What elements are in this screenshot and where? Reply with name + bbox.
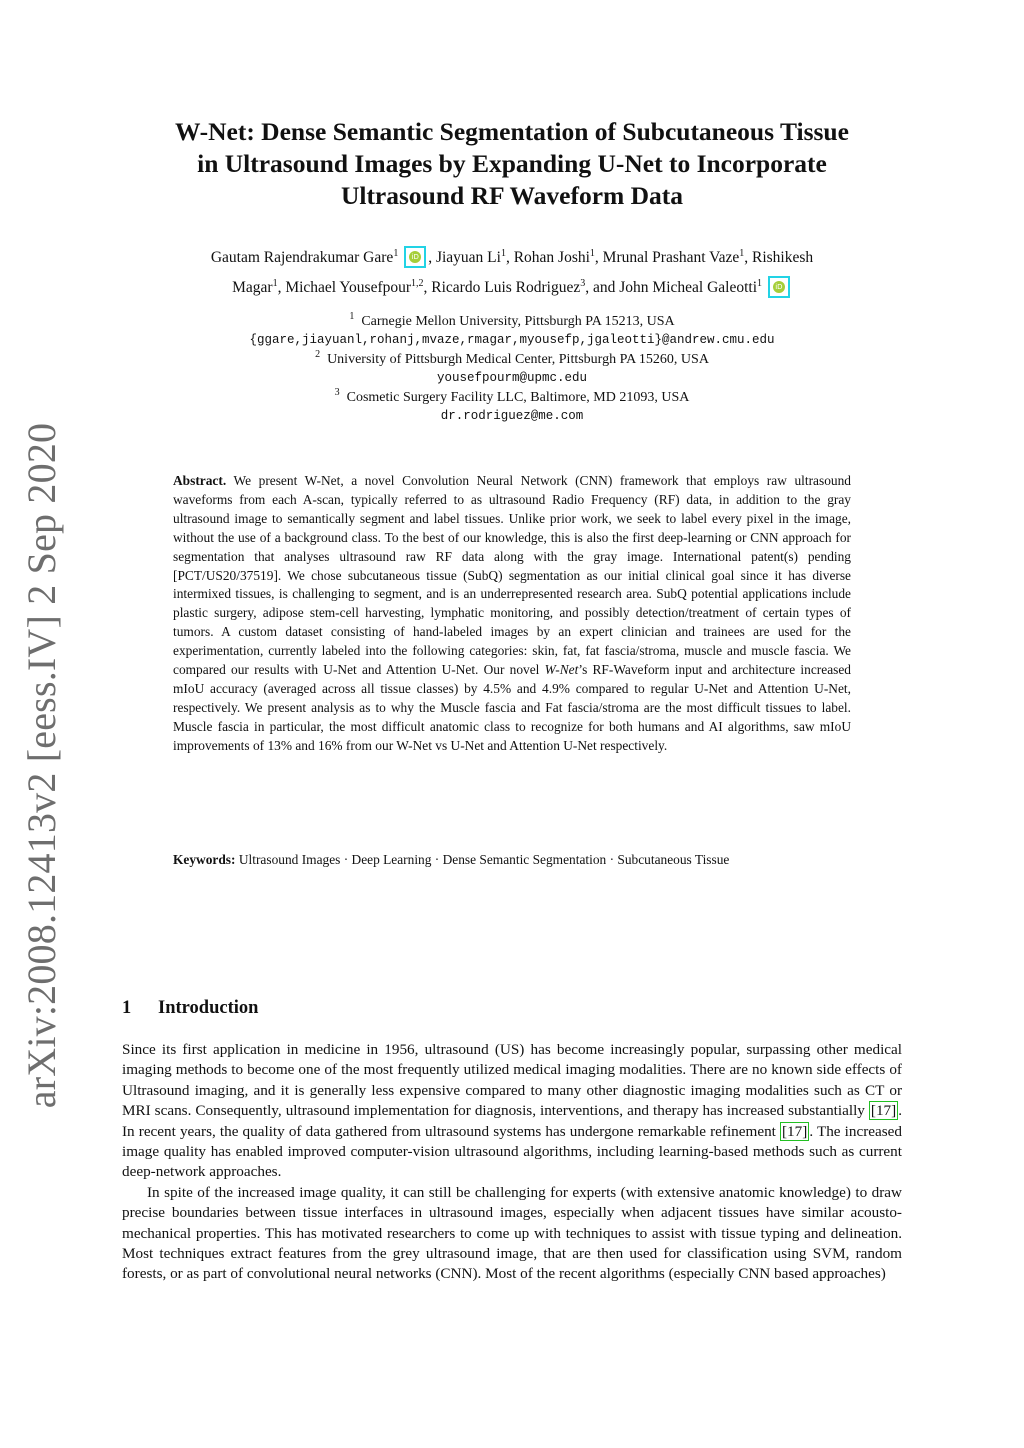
abstract-paragraph xyxy=(173,472,851,756)
section-title: Introduction xyxy=(158,998,259,1018)
author-name: Gautam Rajendrakumar Gare xyxy=(210,249,394,266)
email-3[interactable]: dr.rodriguez@me.com xyxy=(440,409,584,423)
author-name: John Micheal Galeotti xyxy=(619,279,757,296)
abstract-italic-wnet: W-Net xyxy=(544,662,579,678)
email-1[interactable]: {ggare,jiayuanl,rohanj,mvaze,rmagar,myousefp,jgaleotti}@andrew.cmu.edu xyxy=(249,333,775,347)
author-name: Rohan Joshi xyxy=(513,249,590,266)
affiliations xyxy=(120,312,904,426)
title-line-2: in Ultrasound Images by Expanding U-Net to Incorporate xyxy=(197,149,827,178)
author-name: Michael Yousefpour xyxy=(285,279,412,296)
email-2[interactable]: yousefpourm@upmc.edu xyxy=(436,371,588,385)
section-number: 1 xyxy=(122,998,132,1018)
keywords-label: Keywords: xyxy=(173,852,236,867)
keywords-text: Ultrasound Images · Deep Learning · Dense Semantic Segmentation · Subcutaneous Tissue xyxy=(238,852,730,867)
citation-link[interactable]: [17] xyxy=(870,1102,897,1120)
author-name: Mrunal Prashant Vaze xyxy=(602,249,740,266)
orcid-icon[interactable]: iD xyxy=(768,276,790,298)
orcid-icon[interactable]: iD xyxy=(404,246,426,268)
author-name: Ricardo Luis Rodriguez xyxy=(431,279,581,296)
author-list xyxy=(120,243,904,303)
author-line-1: Gautam Rajendrakumar Gare$^1$ iD , Jiayuan Li$^1$, Rohan Joshi$^1$, Mrunal Prashant Vaze$^1$, Rishikesh xyxy=(210,248,814,266)
author-name: Jiayuan Li xyxy=(435,249,501,266)
abstract-text-2: ’s RF-Waveform input and architecture increased mIoU accuracy (averaged across all tissue classes) by 4.5% and 4.9% compared to regular U-Net and Attention U-Net, respectively. We present analysis as to why the Muscle fascia and Fat fascia/stroma are the most difficult tissues to label. Muscle fascia in particular, the most difficult anatomic class to recognize for both humans and AI algorithms, saw mIoU improvements of 13% and 16% from our W-Net vs U-Net and Attention U-Net respectively. xyxy=(173,662,851,753)
author-line-2: Magar$^1$, Michael Yousefpour$^{1,2}$, Ricardo Luis Rodriguez$^3$, and John Micheal Galeotti$^1$ iD xyxy=(120,273,904,303)
citation-link[interactable]: [17] xyxy=(782,1122,808,1140)
affiliation-3: $^3$ Cosmetic Surgery Facility LLC, Baltimore, MD 21093, USA xyxy=(334,387,690,405)
title-line-3: Ultrasound RF Waveform Data xyxy=(340,181,684,210)
body-paragraph-2: In spite of the increased image quality, it can still be challenging for experts (with extensive anatomic knowledge) to draw precise boundaries between tissue interfaces in ultrasound images, especially when adjacent tissues have similar acousto-mechanical properties. This has motivated researchers to come up with techniques to assist with tissue typing and delineation. Most techniques extract features from the grey ultrasound image, that are then used for classification using SVM, random forests, or as part of convolutional neural networks (CNN). Most of the recent algorithms (especially CNN based approaches) xyxy=(122,1183,902,1283)
abstract xyxy=(173,472,851,756)
keywords xyxy=(173,850,851,869)
author-name-first: Rishikesh xyxy=(752,249,814,266)
abstract-label: Abstract. xyxy=(173,473,227,488)
body-paragraph-1: Since its first application in medicine in 1956, ultrasound (US) has become increasingly popular, surpassing other medical imaging methods to become one of the most frequently utilized medical imaging modalities. There are no known side effects of Ultrasound imaging, and it is generally less expensive compared to many other diagnostic imaging modalities such as CT or MRI scans. Consequently, ultrasound implementation for diagnosis, interventions, and therapy has increased substantially [17] . In recent years, the quality of data gathered from ultrasound systems has undergone remarkable refinement [17] . The increased image quality has enabled improved computer-vision ultrasound algorithms, including learning-based methods such as current deep-network approaches. xyxy=(122,1041,902,1181)
section-heading-introduction xyxy=(122,998,258,1019)
author-name-last: Magar xyxy=(232,279,273,296)
arxiv-sidebar-stamp xyxy=(10,422,74,1108)
title-line-1: W-Net: Dense Semantic Segmentation of Subcutaneous Tissue xyxy=(175,117,849,146)
affiliation-2: $^2$ University of Pittsburgh Medical Center, Pittsburgh PA 15260, USA xyxy=(315,349,709,367)
paper-title xyxy=(120,116,904,212)
affiliation-1: $^1$ Carnegie Mellon University, Pittsburgh PA 15213, USA xyxy=(349,311,675,329)
arxiv-id-label: arXiv:2008.12413v2 [eess.IV] 2 Sep 2020 xyxy=(19,422,65,1108)
abstract-text-1: We present W-Net, a novel Convolution Neural Network (CNN) framework that employs raw ultrasound waveforms from each A-scan, typically referred to as ultrasound Radio Frequency (RF) data, in addition to the gray ultrasound image to semantically segment and label tissues. Unlike prior work, we seek to label every pixel in the image, without the use of a background class. To the best of our knowledge, this is also the first deep-learning or CNN approach for segmentation that analyses ultrasound raw RF data along with the gray image. International patent(s) pending [PCT/US20/37519]. We chose subcutaneous tissue (SubQ) segmentation as our initial clinical goal since it has diverse intermixed tissues, is challenging to segment, and is an underrepresented research area. SubQ potential applications include plastic surgery, adipose stem-cell harvesting, lymphatic monitoring, and possibly detection/treatment of certain types of tumors. A custom dataset consisting of hand-labeled images by an expert clinician and trainees are used for the experimentation, currently labeled into the following categories: skin, fat, fat fascia/stroma, muscle and muscle fascia. We compared our results with U-Net and Attention U-Net. Our novel xyxy=(173,473,851,678)
introduction-body xyxy=(122,1040,902,1285)
